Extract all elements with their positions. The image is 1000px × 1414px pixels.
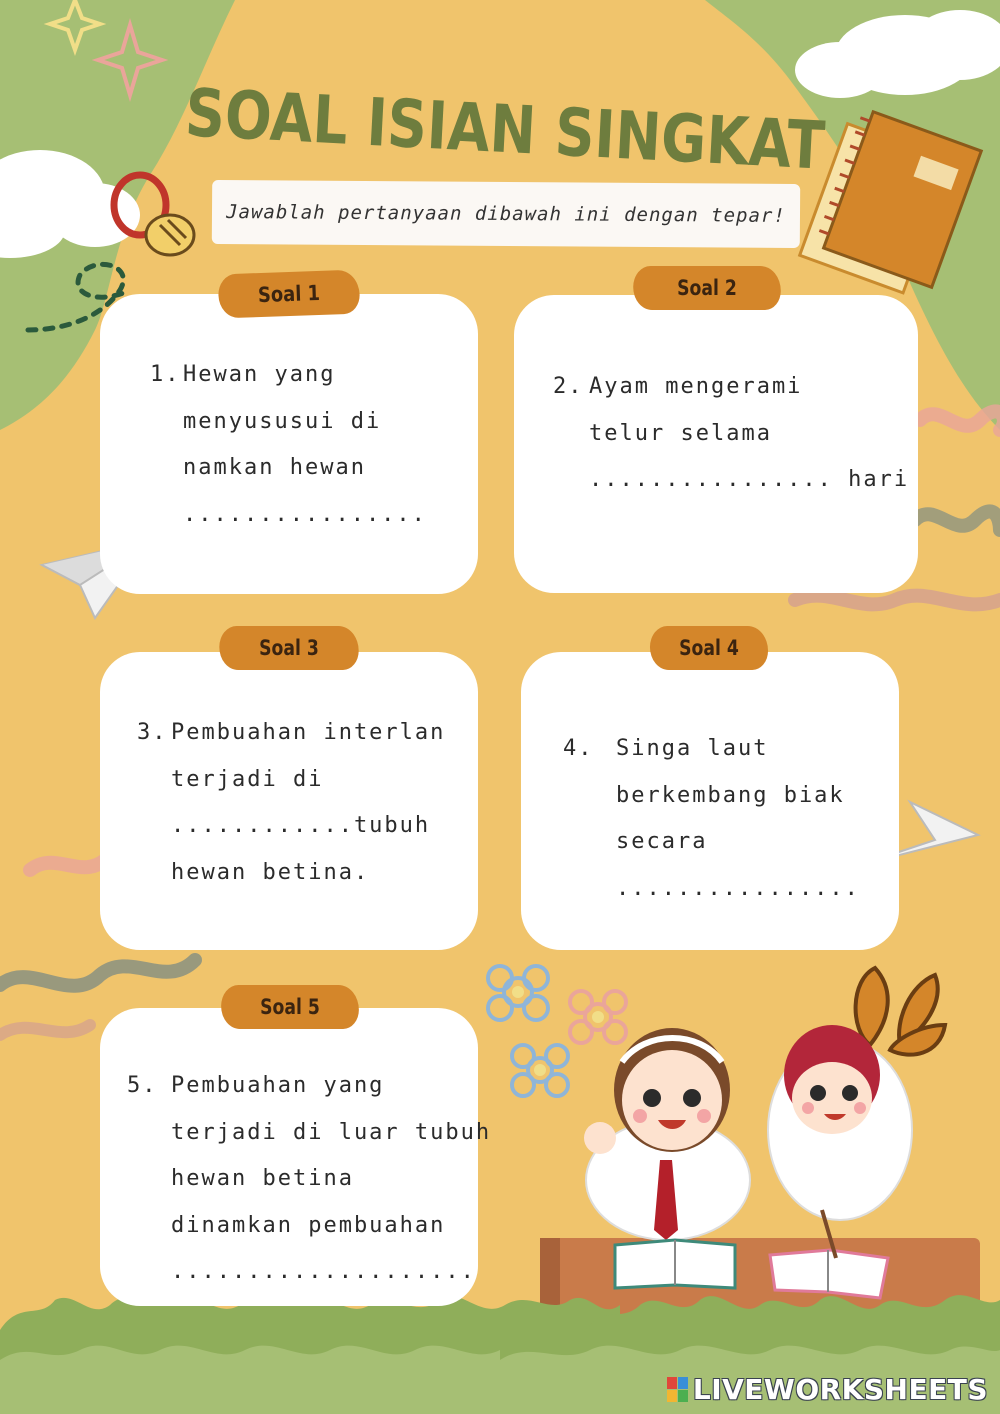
question-number-1: 1.	[150, 362, 181, 387]
liveworksheets-text: LIVEWORKSHEETS	[692, 1373, 988, 1406]
answer-blank-2[interactable]: ................ hari	[589, 467, 910, 492]
question-text-3: 3. Pembuahan interlan terjadi di ............tubuh hewan betina.	[137, 710, 445, 896]
question-number-4: 4.	[563, 736, 594, 761]
question-label-5: Soal 5	[221, 985, 359, 1029]
question-text-2: 2. Ayam mengerami telur selama ................ hari	[553, 364, 909, 504]
answer-blank-3[interactable]: ............tubuh	[171, 813, 431, 838]
question-text-1: 1. Hewan yang menyususui di namkan hewan ................	[150, 352, 427, 538]
question-number-2: 2.	[553, 374, 584, 399]
question-text-4: 4. Singa laut berkembang biak secara ................	[563, 726, 860, 912]
instruction-banner: Jawablah pertanyaan dibawah ini dengan tepar!	[212, 180, 800, 248]
question-number-3: 3.	[137, 720, 168, 745]
liveworksheets-icon	[667, 1377, 689, 1403]
question-label-3: Soal 3	[219, 626, 358, 670]
answer-blank-5[interactable]: ....................	[171, 1259, 476, 1284]
page-title	[170, 60, 954, 192]
question-label-4: Soal 4	[650, 626, 768, 670]
liveworksheets-logo[interactable]	[667, 1373, 988, 1406]
question-label-1: Soal 1	[218, 270, 361, 319]
title-text: SOAL ISIAN SINGKAT	[183, 74, 954, 192]
question-text-5: 5. Pembuahan yang terjadi di luar tubuh hewan betina dinamkan pembuahan ....................	[127, 1063, 491, 1296]
answer-blank-4[interactable]: ................	[616, 875, 860, 901]
question-label-2: Soal 2	[633, 266, 781, 310]
question-number-5: 5.	[127, 1073, 158, 1098]
answer-blank-1[interactable]: ................	[183, 501, 427, 527]
